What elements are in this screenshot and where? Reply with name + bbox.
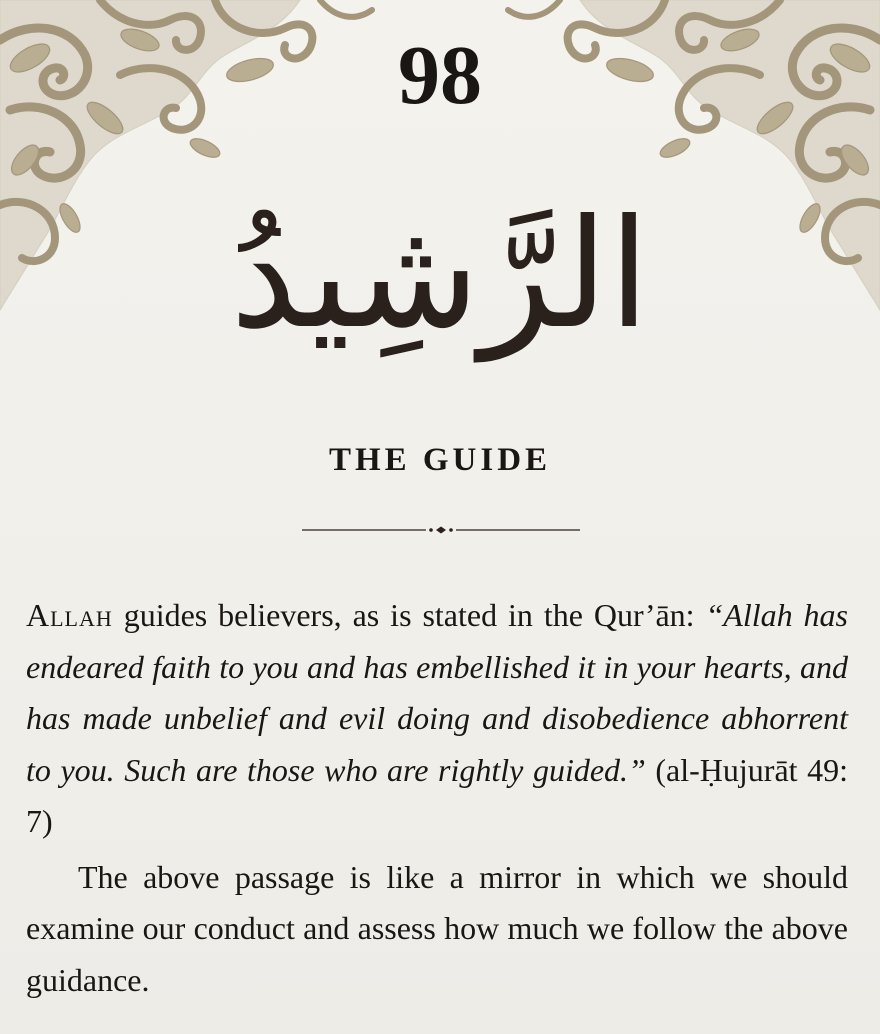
quran-quote: “Allah has endeared faith to you and has embellished it in your hearts, and has made unbelief and evil doing and disobedience abhorrent to you. Such are those who are rightly guided.” [26, 597, 849, 788]
chapter-number: 98 [398, 29, 482, 122]
paragraph-2: The above passage is like a mirror in which we should examine our conduct and assess how much we follow the above guidance. [26, 858, 848, 998]
paragraph-1-intro: guides believers, as is stated in the Qur’ān: [112, 597, 706, 633]
section-divider [302, 520, 580, 540]
body-text [26, 590, 848, 1006]
quran-citation: (al-Ḥujurāt 49: 7) [26, 751, 849, 839]
arabic-divine-name: الرَّشِيدُ [230, 188, 650, 362]
paragraph-1 [26, 590, 848, 848]
lead-word: Allah [26, 597, 113, 633]
english-title: THE GUIDE [328, 442, 552, 478]
